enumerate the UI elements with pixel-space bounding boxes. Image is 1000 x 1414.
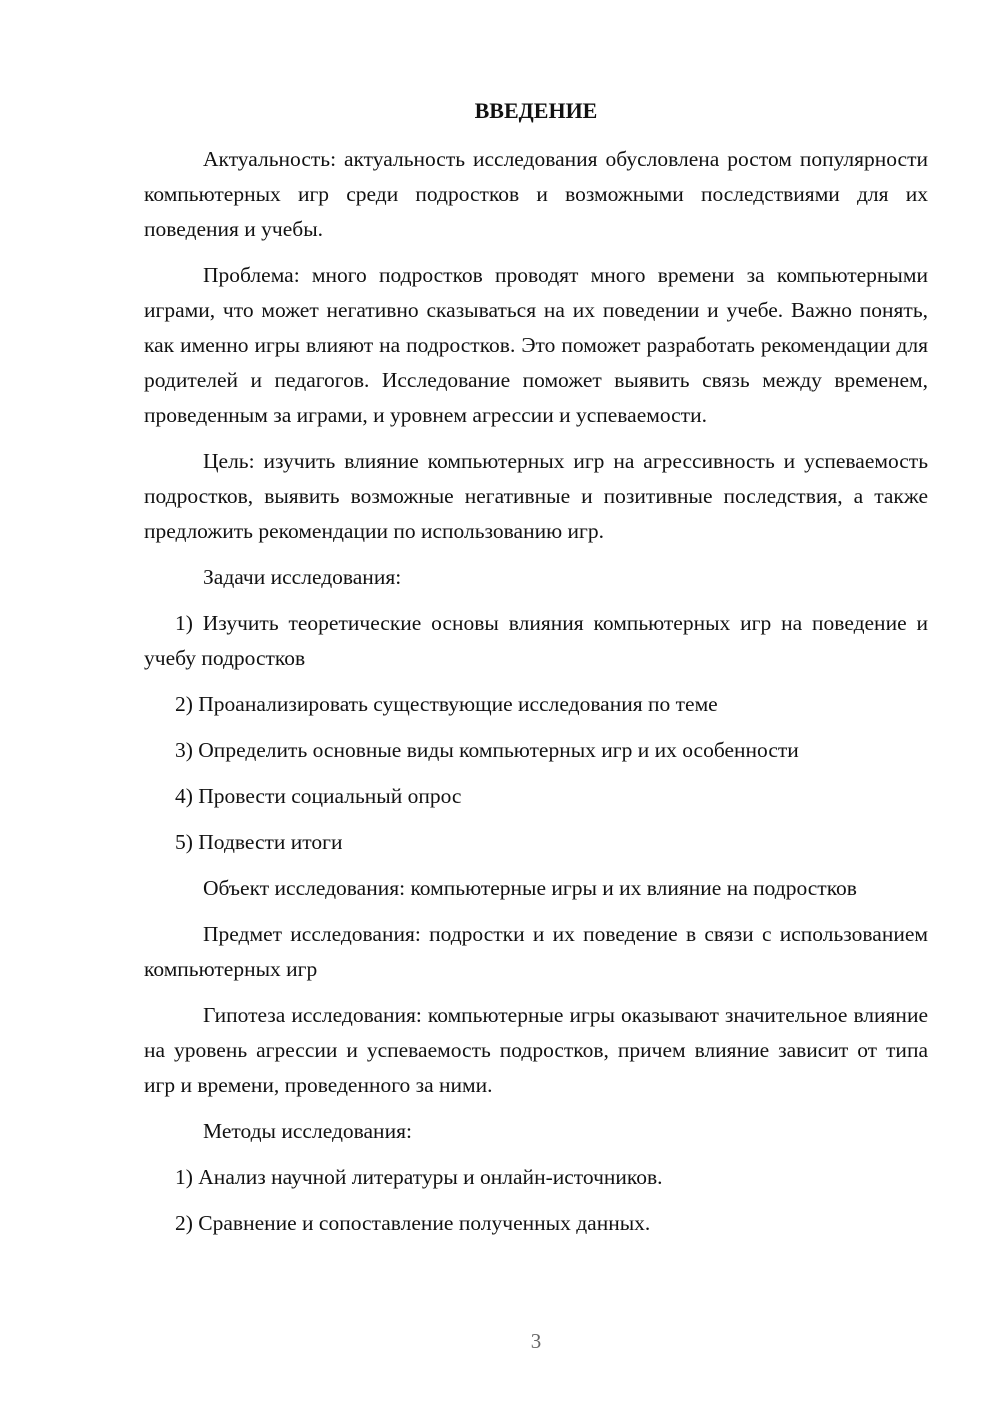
method-item-2: 2) Сравнение и сопоставление полученных данных.	[175, 1211, 651, 1235]
tasks-heading: Задачи исследования:	[203, 565, 402, 589]
paragraph-subject: Предмет исследования: подростки и их поведение в связи с использованием компьютерных игр	[144, 922, 928, 981]
page-number: 3	[530, 1329, 542, 1353]
page-title: ВВЕДЕНИЕ	[474, 98, 598, 123]
page-body	[144, 96, 928, 1252]
task-item-2: 2) Проанализировать существующие исследования по теме	[175, 692, 718, 716]
paragraph-hypothesis: Гипотеза исследования: компьютерные игры оказывают значительное влияние на уровень агрессии и успеваемость подростков, причем влияние зависит от типа игр и времени, проведенного за ними.	[144, 1003, 928, 1097]
paragraph-goal: Цель: изучить влияние компьютерных игр на агрессивность и успеваемость подростков, выявить возможные негативные и позитивные последствия, а также предложить рекомендации по использованию игр.	[144, 449, 928, 543]
paragraph-object: Объект исследования: компьютерные игры и их влияние на подростков	[203, 876, 857, 900]
paragraph-relevance: Актуальность: актуальность исследования обусловлена ростом популярности компьютерных игр среди подростков и возможными последствиями для их поведения и учебы.	[144, 147, 928, 241]
task-item-1: 1) Изучить теоретические основы влияния компьютерных игр на поведение и учебу подростков	[144, 611, 928, 670]
task-item-5: 5) Подвести итоги	[175, 830, 343, 854]
task-item-3: 3) Определить основные виды компьютерных игр и их особенности	[175, 738, 799, 762]
task-item-4: 4) Провести социальный опрос	[175, 784, 462, 808]
methods-heading: Методы исследования:	[203, 1119, 412, 1143]
paragraph-problem: Проблема: много подростков проводят много времени за компьютерными играми, что может негативно сказываться на их поведении и учебе. Важно понять, как именно игры влияют на подростков. Это поможет разработать рекомендации для родителей и педагогов. Исследование поможет выявить связь между временем, проведенным за играми, и уровнем агрессии и успеваемости.	[144, 263, 928, 427]
method-item-1: 1) Анализ научной литературы и онлайн-источников.	[175, 1165, 663, 1189]
